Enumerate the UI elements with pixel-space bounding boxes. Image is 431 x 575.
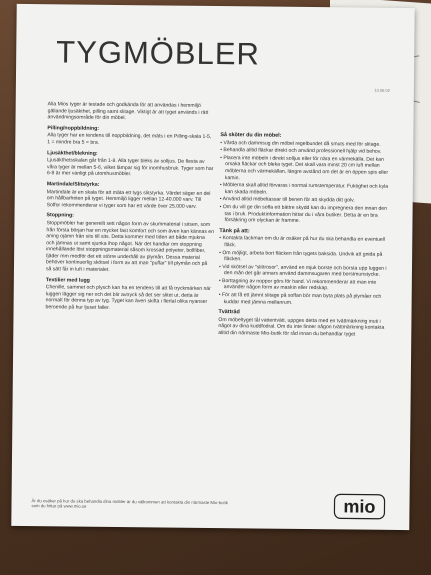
section-heading: Ljusäkthet/blekning: xyxy=(47,149,98,157)
list-item: • Om du vill ge din soffa ett bättre skydd kan du impregnera den innan den tas i bruk. Produktinformation hittar du i våra butiker. Detta är en bra försäkring om olyckan är framme. xyxy=(219,204,389,226)
list-item: • Om möjligt, arbeta bort fläcken från tygets baksida. Undvik att gnida på fläcken. xyxy=(219,250,389,265)
care-list xyxy=(219,140,390,226)
right-column xyxy=(218,128,390,342)
list-item: • Använd alltid möbeltassar till benen för att skydda ditt golv. xyxy=(220,196,390,204)
logo-text: mio xyxy=(343,496,376,517)
wash-heading: Tvätträd xyxy=(218,309,240,316)
section-text: Ljusäkthetsskalan går från 1-8. Alla tyger bleks av solljus. De flesta av våra tyger är mellan 5-6, vilket lämpar sig för inomhusbruk. Tyger som har 6-8 är mer vanligt på utomhusmöbler. xyxy=(46,157,214,178)
page-title: TYGMÖBLER xyxy=(56,34,261,72)
left-sections xyxy=(46,125,216,313)
left-column xyxy=(45,101,215,316)
list-item: • Vid skötsel av "slittrosor", använd en mjuk borste och borsta upp luggen i den mån det går annars använd dammsugaren med borstmunstycke. xyxy=(219,264,389,279)
section-heading: Textilier med lugg xyxy=(45,276,90,284)
section-heading: Martindale/Slitstyrka: xyxy=(46,181,100,188)
list-item: • Vårda och dammsug din möbel regelbundet då smuts med för slitage. xyxy=(220,140,390,148)
list-item: • Kontakta fackman om du är osäker på hur du ska behandla en eventuell fläck. xyxy=(219,235,389,250)
list-item: • Möblerna skall alltid förvaras i normal rumstemperatur. Fuktighet och kyla kan skada möbeln. xyxy=(220,182,390,197)
tips-list xyxy=(219,235,390,307)
wash-text: Om möbeltyget tål vattentvätt, uppges detta med en tvättmärkning inuti i något av dina kuddfodral. Om du inte finner någon tvättmärkning kontakta alltid din närmaste Mio-butik för råd innan du behandlar tyget xyxy=(218,316,385,338)
intro-text: Alla Mios tyger är testade och godkända för att användas i hemmiljö gällande ljusäkthet, pilling samt slitage. Viktigt är att tyget används i rätt användningsområde för din möbel. xyxy=(47,101,209,122)
section-text: Martindale är en skala för att mäta ett tygs slitstyrka. Värdet säger en del om hållbarheten på tyget. Hemmiljö ligger mellan 12-40.000 varv. Till Soffor rekommenderar vi tyger som har ett värde över 25.000 varv. xyxy=(46,188,211,210)
document-date: 13.06.02 xyxy=(374,87,390,93)
care-heading: Så sköter du din möbel: xyxy=(220,132,282,139)
list-item: • Placera inte möbeln i direkt solljus eller för nära en värmekälla. Det kan orsaka fläckar och bleka tyget. Det skall vara minst 20 cm luft mellan möblerna och värmekällan, längre avstånd om det är en öppen spis eller kamin. xyxy=(220,155,390,183)
section-heading: Stoppning: xyxy=(46,212,74,219)
document-page xyxy=(11,4,414,530)
footer-note: Är du osäker på hur du ska behandla dina möbler är du välkommen att kontakta din närmaste Mio-butik som du hittar på www.mio.se xyxy=(31,498,228,510)
tips-heading: Tänk på att: xyxy=(219,227,250,235)
section-text: Alla tyger har en tendens till noppbildning, det mäts i en Pilling-skala 1-5, 1 = mindre bra 5 = bra. xyxy=(47,132,212,146)
list-item: • Borttagning av noppor görs för hand. Vi rekommenderar att man inte använder någon form av maskin eller redskap. xyxy=(219,278,389,293)
section-text: Stoppmöbler har generellt sett någon form av skummaterial i sitsen, som från första början har en mycket fast komfort och som även kan kännas en aning ojämn från sits till sits. Detta kommer med tiden att både mjukna och jämnas ut samt sjunka ihop något. När det handlar om stoppning innehållande löst stoppningsmaterial såsom krossad polyeter, bollfiber, fjäder mm medför det ett större underhåll av plymån. Dessa material behöver kontinuerlig skötsel i form av att man "puffar" till plymån och på så sätt får in luft i materialet. xyxy=(45,220,215,273)
list-item: • Behandla alltid fläckar direkt och använd professionell hjälp vid behov. xyxy=(220,147,390,155)
section-heading: Pilling/noppbildning: xyxy=(47,125,100,132)
list-item: • För att få ett jämnt slitage på soffan bör man byta plats på plymåer och kuddar med jämna mellanrum. xyxy=(219,292,389,307)
mio-logo xyxy=(333,493,385,520)
section-text: Chenille, sammet och plysch kan ha en tendens till att få tryckmärken när luggen lägger sig ner och det blir avtryck så det ser slitet ut, detta är normalt för denna typ av tyg. Tyget kan även skifta i flertal olika nyanser beroende på hur ljuset faller. xyxy=(45,284,211,311)
